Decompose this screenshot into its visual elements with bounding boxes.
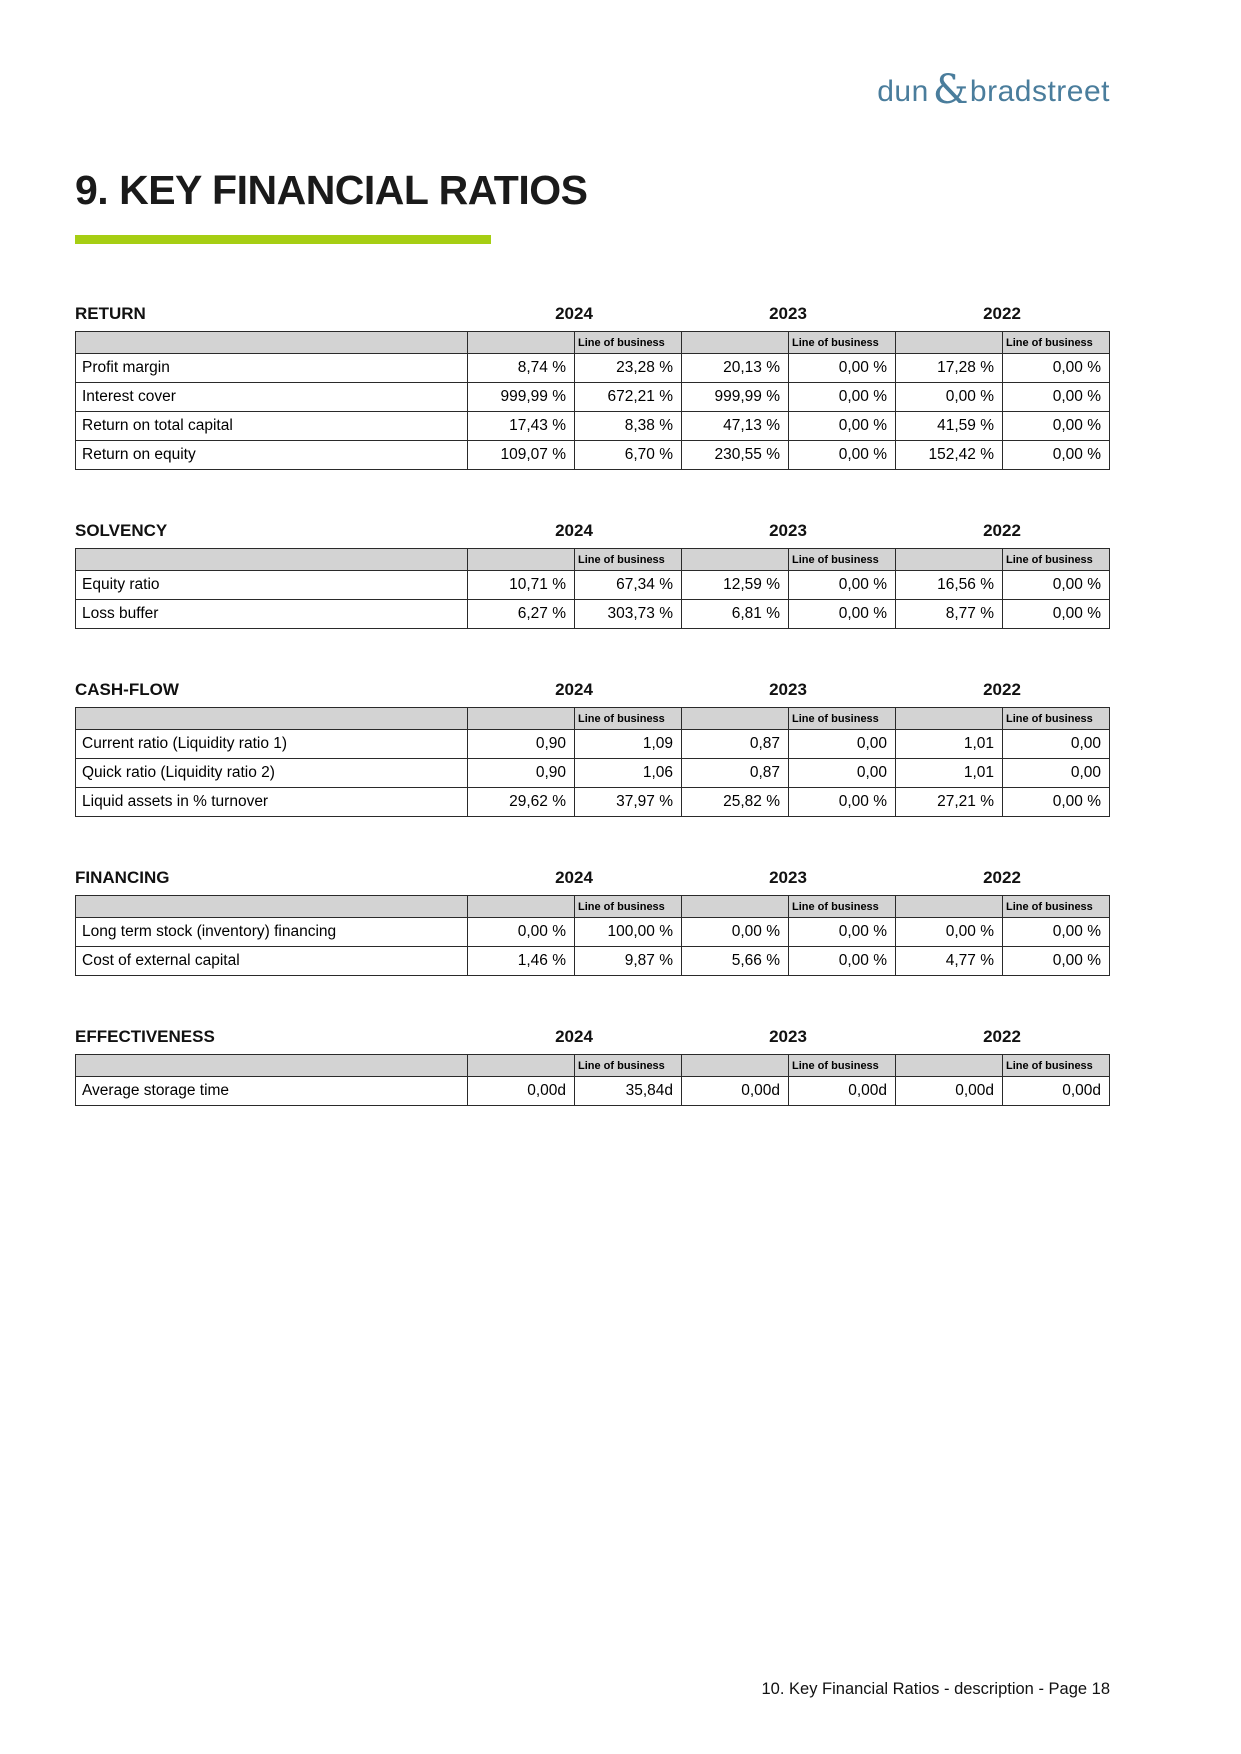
year-column-label: 2022 xyxy=(983,521,1021,541)
row-value: 27,21 % xyxy=(896,788,1003,817)
row-value: 17,28 % xyxy=(896,354,1003,383)
ratio-table-effectiveness xyxy=(75,1054,1110,1106)
row-value: 0,00 % xyxy=(789,788,896,817)
row-value: 0,00 % xyxy=(789,947,896,976)
line-of-business-header: Line of business xyxy=(789,708,896,730)
row-value: 0,87 xyxy=(682,730,789,759)
row-value: 0,00 % xyxy=(1003,383,1110,412)
row-label: Equity ratio xyxy=(76,571,468,600)
row-value: 0,00 % xyxy=(1003,947,1110,976)
row-value: 152,42 % xyxy=(896,441,1003,470)
row-value: 1,06 xyxy=(575,759,682,788)
row-value: 67,34 % xyxy=(575,571,682,600)
section-header-effectiveness xyxy=(75,1027,1110,1047)
row-label: Profit margin xyxy=(76,354,468,383)
line-of-business-header: Line of business xyxy=(575,1055,682,1077)
row-value: 0,00 % xyxy=(1003,354,1110,383)
table-row xyxy=(76,759,1110,788)
row-value: 16,56 % xyxy=(896,571,1003,600)
year-column-label: 2023 xyxy=(769,1027,807,1047)
section-effectiveness xyxy=(75,1027,1110,1106)
section-solvency xyxy=(75,521,1110,629)
table-row xyxy=(76,730,1110,759)
row-value: 0,00 % xyxy=(789,441,896,470)
table-row xyxy=(76,600,1110,629)
row-value: 0,00d xyxy=(896,1077,1003,1106)
row-value: 0,00 % xyxy=(789,571,896,600)
page-title: 9. KEY FINANCIAL RATIOS xyxy=(75,167,588,213)
sections-container xyxy=(75,304,1110,1106)
row-value: 0,00 % xyxy=(896,918,1003,947)
row-label: Return on total capital xyxy=(76,412,468,441)
table-header-row xyxy=(76,332,1110,354)
section-cash-flow xyxy=(75,680,1110,817)
row-value: 0,00 xyxy=(789,730,896,759)
row-value: 20,13 % xyxy=(682,354,789,383)
table-row xyxy=(76,788,1110,817)
row-value: 5,66 % xyxy=(682,947,789,976)
logo-text-bradstreet: bradstreet xyxy=(969,75,1110,108)
row-label: Quick ratio (Liquidity ratio 2) xyxy=(76,759,468,788)
row-value: 0,90 xyxy=(468,759,575,788)
row-value: 109,07 % xyxy=(468,441,575,470)
blank-header-cell xyxy=(896,549,1003,571)
row-value: 29,62 % xyxy=(468,788,575,817)
table-row xyxy=(76,571,1110,600)
table-row xyxy=(76,383,1110,412)
row-value: 1,09 xyxy=(575,730,682,759)
year-column-label: 2023 xyxy=(769,680,807,700)
line-of-business-header: Line of business xyxy=(575,896,682,918)
row-value: 0,00 % xyxy=(468,918,575,947)
row-value: 999,99 % xyxy=(468,383,575,412)
row-value: 100,00 % xyxy=(575,918,682,947)
ratio-table-cash-flow xyxy=(75,707,1110,817)
year-column-label: 2023 xyxy=(769,868,807,888)
row-value: 12,59 % xyxy=(682,571,789,600)
row-value: 8,77 % xyxy=(896,600,1003,629)
line-of-business-header: Line of business xyxy=(1003,1055,1110,1077)
line-of-business-header: Line of business xyxy=(1003,332,1110,354)
row-value: 0,00 % xyxy=(789,918,896,947)
row-label: Liquid assets in % turnover xyxy=(76,788,468,817)
logo-text-dun: dun xyxy=(877,75,929,108)
row-value: 0,00 xyxy=(1003,730,1110,759)
row-value: 8,74 % xyxy=(468,354,575,383)
table-row xyxy=(76,947,1110,976)
row-value: 35,84d xyxy=(575,1077,682,1106)
ratio-table-financing xyxy=(75,895,1110,976)
line-of-business-header: Line of business xyxy=(789,549,896,571)
row-value: 0,00 % xyxy=(1003,441,1110,470)
section-title: EFFECTIVENESS xyxy=(75,1027,215,1047)
section-header-cash-flow xyxy=(75,680,1110,700)
section-header-return xyxy=(75,304,1110,324)
row-value: 10,71 % xyxy=(468,571,575,600)
year-column-label: 2024 xyxy=(555,521,593,541)
blank-header-cell xyxy=(468,1055,575,1077)
row-value: 0,00 xyxy=(789,759,896,788)
year-column-label: 2024 xyxy=(555,1027,593,1047)
section-financing xyxy=(75,868,1110,976)
row-label: Interest cover xyxy=(76,383,468,412)
row-value: 0,00d xyxy=(468,1077,575,1106)
row-value: 0,00 % xyxy=(896,383,1003,412)
row-value: 0,00 % xyxy=(1003,788,1110,817)
row-value: 0,00 % xyxy=(789,412,896,441)
blank-header-cell xyxy=(682,708,789,730)
row-value: 672,21 % xyxy=(575,383,682,412)
blank-header-cell xyxy=(896,708,1003,730)
year-column-label: 2023 xyxy=(769,304,807,324)
row-value: 1,01 xyxy=(896,730,1003,759)
row-value: 8,38 % xyxy=(575,412,682,441)
row-value: 6,27 % xyxy=(468,600,575,629)
year-column-label: 2023 xyxy=(769,521,807,541)
blank-header-cell xyxy=(468,549,575,571)
ratio-table-return xyxy=(75,331,1110,470)
page-footer: 10. Key Financial Ratios - description - Page 18 xyxy=(761,1680,1110,1698)
line-of-business-header: Line of business xyxy=(789,1055,896,1077)
table-row xyxy=(76,412,1110,441)
row-value: 0,00 % xyxy=(789,600,896,629)
section-title: SOLVENCY xyxy=(75,521,168,541)
blank-header-cell xyxy=(76,332,468,354)
section-header-financing xyxy=(75,868,1110,888)
table-row xyxy=(76,918,1110,947)
year-column-label: 2022 xyxy=(983,868,1021,888)
row-value: 4,77 % xyxy=(896,947,1003,976)
title-accent-bar xyxy=(75,235,491,244)
section-return xyxy=(75,304,1110,470)
row-value: 0,00 % xyxy=(1003,600,1110,629)
blank-header-cell xyxy=(682,332,789,354)
blank-header-cell xyxy=(468,332,575,354)
year-column-label: 2022 xyxy=(983,1027,1021,1047)
blank-header-cell xyxy=(682,1055,789,1077)
row-value: 41,59 % xyxy=(896,412,1003,441)
row-value: 6,81 % xyxy=(682,600,789,629)
row-value: 0,00 % xyxy=(789,354,896,383)
row-label: Cost of external capital xyxy=(76,947,468,976)
row-value: 0,00 xyxy=(1003,759,1110,788)
row-value: 1,01 xyxy=(896,759,1003,788)
section-title: RETURN xyxy=(75,304,146,324)
row-value: 17,43 % xyxy=(468,412,575,441)
row-value: 0,90 xyxy=(468,730,575,759)
table-header-row xyxy=(76,896,1110,918)
line-of-business-header: Line of business xyxy=(575,549,682,571)
row-value: 999,99 % xyxy=(682,383,789,412)
row-value: 303,73 % xyxy=(575,600,682,629)
blank-header-cell xyxy=(468,708,575,730)
line-of-business-header: Line of business xyxy=(575,332,682,354)
line-of-business-header: Line of business xyxy=(575,708,682,730)
row-value: 47,13 % xyxy=(682,412,789,441)
row-label: Current ratio (Liquidity ratio 1) xyxy=(76,730,468,759)
row-value: 0,87 xyxy=(682,759,789,788)
year-column-label: 2022 xyxy=(983,680,1021,700)
row-label: Average storage time xyxy=(76,1077,468,1106)
blank-header-cell xyxy=(896,896,1003,918)
blank-header-cell xyxy=(682,896,789,918)
ratio-table-solvency xyxy=(75,548,1110,629)
row-value: 0,00 % xyxy=(789,383,896,412)
row-value: 23,28 % xyxy=(575,354,682,383)
row-label: Return on equity xyxy=(76,441,468,470)
row-value: 0,00d xyxy=(682,1077,789,1106)
year-column-label: 2022 xyxy=(983,304,1021,324)
blank-header-cell xyxy=(76,896,468,918)
table-row xyxy=(76,354,1110,383)
row-label: Loss buffer xyxy=(76,600,468,629)
table-header-row xyxy=(76,1055,1110,1077)
blank-header-cell xyxy=(76,708,468,730)
row-value: 0,00 % xyxy=(1003,918,1110,947)
row-value: 1,46 % xyxy=(468,947,575,976)
line-of-business-header: Line of business xyxy=(1003,896,1110,918)
section-header-solvency xyxy=(75,521,1110,541)
blank-header-cell xyxy=(896,1055,1003,1077)
table-row xyxy=(76,1077,1110,1106)
table-header-row xyxy=(76,549,1110,571)
row-value: 0,00 % xyxy=(682,918,789,947)
line-of-business-header: Line of business xyxy=(789,896,896,918)
row-value: 0,00d xyxy=(789,1077,896,1106)
blank-header-cell xyxy=(76,1055,468,1077)
table-row xyxy=(76,441,1110,470)
row-value: 9,87 % xyxy=(575,947,682,976)
row-value: 6,70 % xyxy=(575,441,682,470)
dnb-logo xyxy=(877,67,1110,113)
year-column-label: 2024 xyxy=(555,680,593,700)
line-of-business-header: Line of business xyxy=(789,332,896,354)
row-value: 230,55 % xyxy=(682,441,789,470)
row-value: 0,00 % xyxy=(1003,412,1110,441)
row-value: 37,97 % xyxy=(575,788,682,817)
blank-header-cell xyxy=(896,332,1003,354)
row-value: 25,82 % xyxy=(682,788,789,817)
line-of-business-header: Line of business xyxy=(1003,708,1110,730)
logo-ampersand-icon: & xyxy=(932,67,969,113)
table-header-row xyxy=(76,708,1110,730)
section-title: CASH-FLOW xyxy=(75,680,179,700)
row-value: 0,00d xyxy=(1003,1077,1110,1106)
section-title: FINANCING xyxy=(75,868,170,888)
blank-header-cell xyxy=(468,896,575,918)
row-label: Long term stock (inventory) financing xyxy=(76,918,468,947)
year-column-label: 2024 xyxy=(555,868,593,888)
year-column-label: 2024 xyxy=(555,304,593,324)
line-of-business-header: Line of business xyxy=(1003,549,1110,571)
blank-header-cell xyxy=(682,549,789,571)
row-value: 0,00 % xyxy=(1003,571,1110,600)
blank-header-cell xyxy=(76,549,468,571)
